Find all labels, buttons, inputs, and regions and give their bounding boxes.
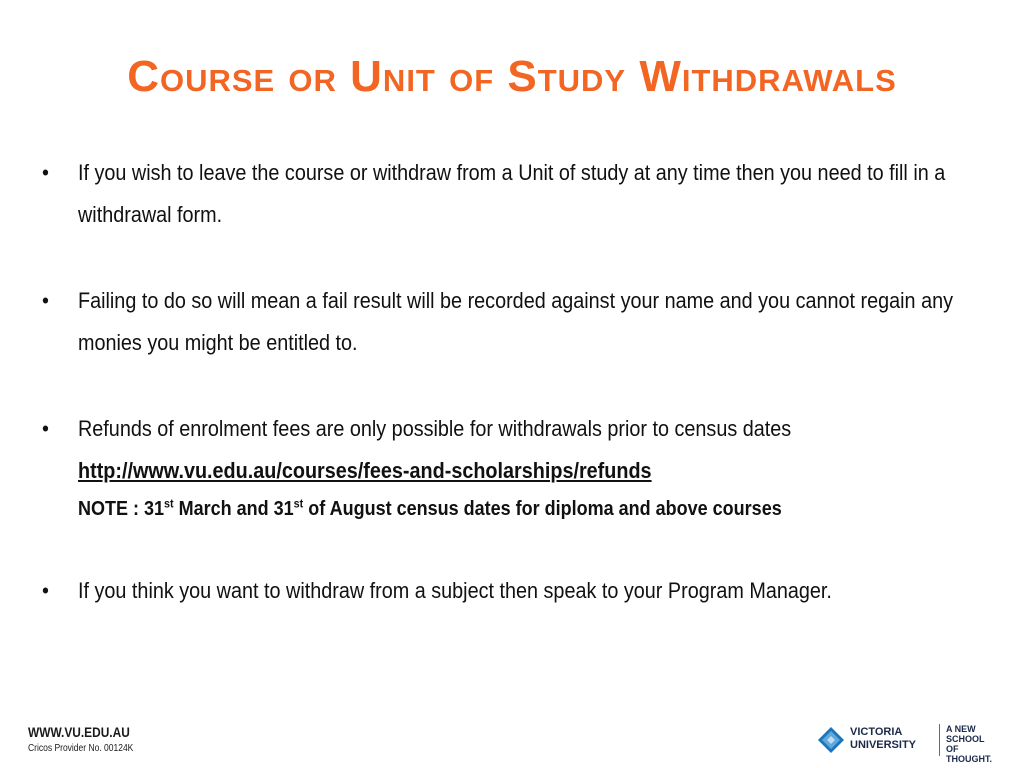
footer-website: WWW.VU.EDU.AU: [28, 724, 130, 740]
slide-title: Course or Unit of Study Withdrawals: [127, 52, 897, 101]
refunds-link[interactable]: http://www.vu.edu.au/courses/fees-and-scholarships/refunds: [78, 458, 652, 483]
logo-divider: [939, 724, 940, 756]
logo-tagline: A NEW SCHOOL OF THOUGHT.: [946, 724, 992, 764]
bullet-item: [42, 408, 978, 526]
bullet-marker: •: [42, 416, 49, 441]
bullet-text: Failing to do so will mean a fail result will be recorded against your name and you cannot regain any monies you might be entitled to.: [78, 288, 953, 355]
bullet-text: If you think you want to withdraw from a subject then speak to your Program Manager.: [78, 578, 832, 603]
bullet-marker: •: [42, 160, 49, 185]
logo-university-name: VICTORIA UNIVERSITY: [850, 726, 917, 751]
university-logo: [818, 722, 998, 764]
note-prefix: NOTE : 31: [78, 498, 165, 520]
census-note: [78, 492, 978, 526]
note-ordinal-suffix: st: [293, 496, 304, 511]
bullet-marker: •: [42, 288, 49, 313]
note-suffix: of August census dates for diploma and above courses: [303, 498, 782, 520]
bullet-marker: •: [42, 578, 49, 603]
bullet-item: [42, 280, 978, 364]
bullet-item: [42, 570, 978, 612]
diamond-logo-icon: [818, 727, 844, 753]
bullet-list: [42, 152, 953, 612]
bullet-text: Refunds of enrolment fees are only possible for withdrawals prior to census dates: [78, 416, 792, 441]
bullet-text: If you wish to leave the course or withdraw from a Unit of study at any time then you need to fill in a withdrawal form.: [78, 160, 946, 227]
note-ordinal-suffix: st: [164, 496, 174, 511]
bullet-item: [42, 152, 978, 236]
note-middle: March and 31: [173, 498, 294, 520]
footer-cricos-number: Cricos Provider No. 00124K: [28, 743, 134, 754]
